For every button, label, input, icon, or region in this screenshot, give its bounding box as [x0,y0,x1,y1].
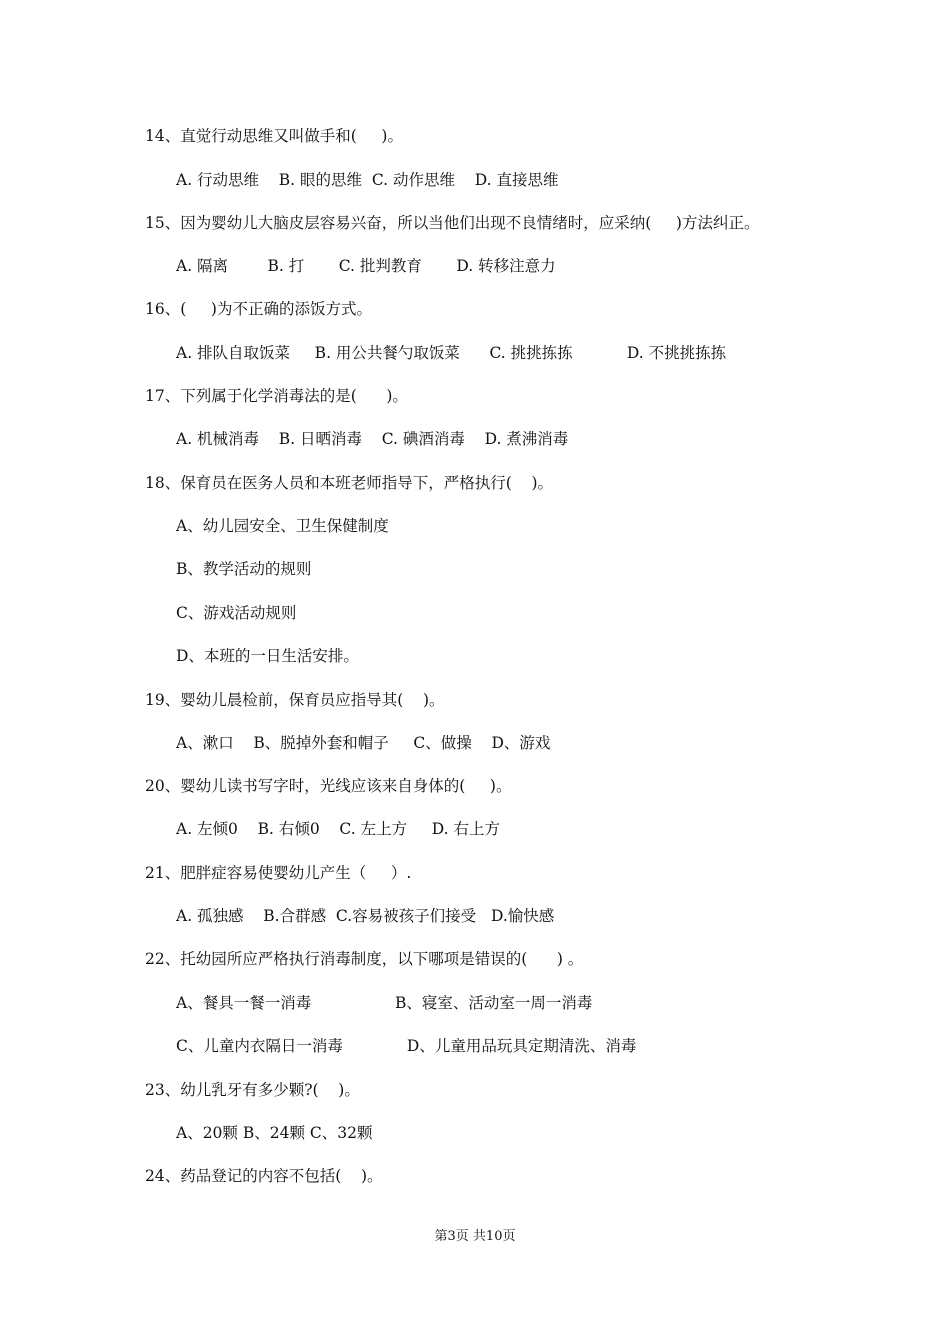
question-22: 22、托幼园所应严格执行消毒制度，以下哪项是错误的( ) 。 [145,950,584,968]
question-17: 17、下列属于化学消毒法的是( )。 [145,387,408,405]
option-18-b: B、教学活动的规则 [176,560,312,578]
options-20: A. 左倾0 B. 右倾0 C. 左上方 D. 右上方 [176,820,500,838]
options-15: A. 隔离 B. 打 C. 批判教育 D. 转移注意力 [176,257,556,275]
options-14: A. 行动思维 B. 眼的思维 C. 动作思维 D. 直接思维 [176,171,559,189]
options-23: A、20颗 B、24颗 C、32颗 [176,1124,373,1142]
question-18: 18、保育员在医务人员和本班老师指导下，严格执行( )。 [145,474,554,492]
question-23: 23、幼儿乳牙有多少颗?( )。 [145,1081,360,1099]
question-20: 20、婴幼儿读书写字时，光线应该来自身体的( )。 [145,777,512,795]
option-18-a: A、幼儿园安全、卫生保健制度 [176,517,389,535]
options-21: A. 孤独感 B.合群感 C.容易被孩子们接受 D.愉快感 [176,907,555,925]
options-17: A. 机械消毒 B. 日晒消毒 C. 碘酒消毒 D. 煮沸消毒 [176,430,569,448]
option-18-d: D、本班的一日生活安排。 [176,647,359,665]
question-15: 15、因为婴幼儿大脑皮层容易兴奋，所以当他们出现不良情绪时，应采纳( )方法纠正。 [145,214,760,232]
question-19: 19、婴幼儿晨检前，保育员应指导其( )。 [145,691,445,709]
question-14: 14、直觉行动思维又叫做手和( )。 [145,127,403,145]
question-24: 24、药品登记的内容不包括( )。 [145,1167,383,1185]
options-19: A、漱口 B、脱掉外套和帽子 C、做操 D、游戏 [176,734,551,752]
options-22-row1: A、餐具一餐一消毒 B、寝室、活动室一周一消毒 [176,994,593,1012]
page-footer: 第3页 共10页 [434,1229,516,1244]
option-18-c: C、游戏活动规则 [176,604,297,622]
options-16: A. 排队自取饭菜 B. 用公共餐勺取饭菜 C. 挑挑拣拣 D. 不挑挑拣拣 [176,344,727,362]
question-16: 16、( )为不正确的添饭方式。 [145,300,372,318]
options-22-row2: C、儿童内衣隔日一消毒 D、儿童用品玩具定期清洗、消毒 [176,1037,637,1055]
question-21: 21、肥胖症容易使婴幼儿产生（ ）. [145,864,412,882]
